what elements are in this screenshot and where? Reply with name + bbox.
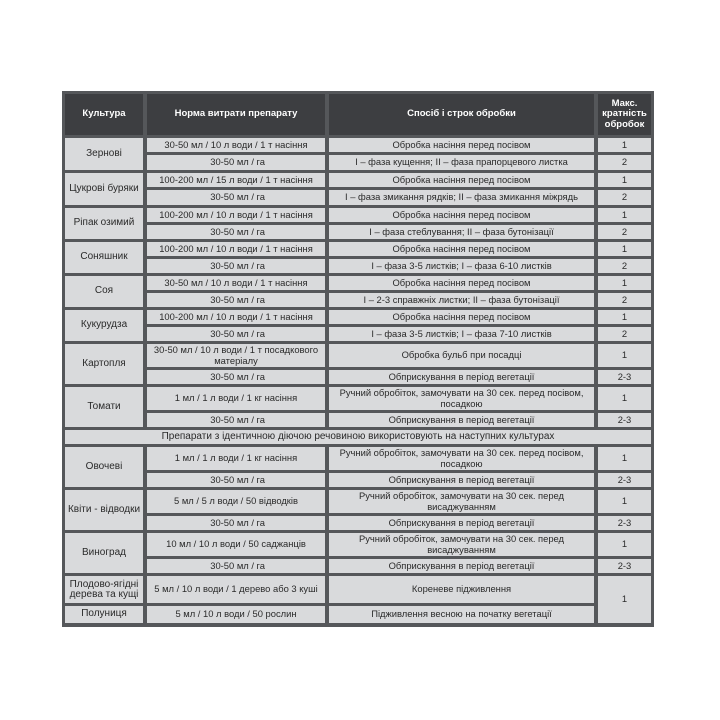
rate-cell: 30-50 мл / га	[147, 413, 325, 427]
rate-cell: 1 мл / 1 л води / 1 кг насіння	[147, 447, 325, 470]
method-cell: Обприскування в період вегетації	[329, 559, 594, 573]
rate-cell: 30-50 мл / га	[147, 559, 325, 573]
max-cell: 1	[598, 490, 651, 513]
max-cell: 2	[598, 225, 651, 239]
method-cell: Обприскування в період вегетації	[329, 413, 594, 427]
crop-cell: Кукурудза	[65, 310, 143, 341]
max-cell: 1	[598, 387, 651, 410]
method-cell: Обприскування в період вегетації	[329, 473, 594, 487]
method-cell: Підживлення весною на початку вегетації	[329, 606, 594, 623]
method-cell: Обробка насіння перед посівом	[329, 242, 594, 256]
max-cell: 2	[598, 259, 651, 273]
method-cell: Обробка бульб при посадці	[329, 344, 594, 367]
max-cell: 1	[598, 208, 651, 222]
max-cell: 2-3	[598, 413, 651, 427]
method-cell: I – фаза кущення; II – фаза прапорцевого листка	[329, 155, 594, 170]
rate-cell: 10 мл / 10 л води / 50 саджанців	[147, 533, 325, 556]
method-cell: I – фаза 3-5 листків; I – фаза 6-10 листків	[329, 259, 594, 273]
method-cell: Кореневе підживлення	[329, 576, 594, 603]
rate-cell: 30-50 мл / 10 л води / 1 т насіння	[147, 276, 325, 290]
method-cell: Ручний обробіток, замочувати на 30 сек. перед висаджуванням	[329, 533, 594, 556]
method-cell: I – фаза стеблування; II – фаза бутонізації	[329, 225, 594, 239]
method-cell: Ручний обробіток, замочувати на 30 сек. перед посівом, посадкою	[329, 387, 594, 410]
max-cell: 1	[598, 242, 651, 256]
crop-cell: Виноград	[65, 533, 143, 573]
max-cell: 2-3	[598, 473, 651, 487]
max-cell: 2-3	[598, 516, 651, 530]
crop-cell: Зернові	[65, 138, 143, 170]
max-cell: 2	[598, 327, 651, 341]
crop-cell: Полуниця	[65, 606, 143, 623]
method-cell: Обприскування в період вегетації	[329, 516, 594, 530]
method-cell: Обробка насіння перед посівом	[329, 173, 594, 187]
rate-cell: 30-50 мл / га	[147, 190, 325, 205]
crop-cell: Соняшник	[65, 242, 143, 273]
rate-cell: 30-50 мл / га	[147, 259, 325, 273]
max-cell: 1	[598, 138, 651, 152]
max-cell: 1	[598, 447, 651, 470]
rate-cell: 100-200 мл / 10 л води / 1 т насіння	[147, 310, 325, 324]
max-cell: 1	[598, 173, 651, 187]
crop-cell: Квіти - відводки	[65, 490, 143, 530]
method-cell: Обробка насіння перед посівом	[329, 310, 594, 324]
note-row: Препарати з ідентичною діючою речовиною використовують на наступних культурах	[65, 430, 651, 444]
rate-cell: 100-200 мл / 15 л води / 1 т насіння	[147, 173, 325, 187]
crop-cell: Плодово-ягідні дерева та кущі	[65, 576, 143, 603]
rate-cell: 5 мл / 10 л води / 1 дерево або 3 куші	[147, 576, 325, 603]
max-cell: 2-3	[598, 370, 651, 384]
rate-cell: 30-50 мл / га	[147, 155, 325, 170]
rate-cell: 5 мл / 10 л води / 50 рослин	[147, 606, 325, 623]
rate-cell: 100-200 мл / 10 л води / 1 т насіння	[147, 208, 325, 222]
rate-cell: 30-50 мл / га	[147, 370, 325, 384]
dosage-table	[62, 91, 654, 627]
rate-cell: 30-50 мл / га	[147, 473, 325, 487]
crop-cell: Овочеві	[65, 447, 143, 487]
rate-cell: 30-50 мл / 10 л води / 1 т насіння	[147, 138, 325, 152]
method-cell: I – фаза 3-5 листків; I – фаза 7-10 листків	[329, 327, 594, 341]
method-cell: Обприскування в період вегетації	[329, 370, 594, 384]
header-crop: Культура	[65, 94, 143, 135]
crop-cell: Ріпак озимий	[65, 208, 143, 239]
crop-cell: Цукрові буряки	[65, 173, 143, 205]
max-cell: 1	[598, 276, 651, 290]
max-cell: 2	[598, 190, 651, 205]
method-cell: Обробка насіння перед посівом	[329, 276, 594, 290]
max-cell: 1	[598, 533, 651, 556]
method-cell: Обробка насіння перед посівом	[329, 208, 594, 222]
max-cell: 2-3	[598, 559, 651, 573]
method-cell: Ручний обробіток, замочувати на 30 сек. перед висаджуванням	[329, 490, 594, 513]
rate-cell: 30-50 мл / га	[147, 225, 325, 239]
rate-cell: 30-50 мл / га	[147, 293, 325, 307]
header-rate: Норма витрати препарату	[147, 94, 325, 135]
rate-cell: 30-50 мл / га	[147, 327, 325, 341]
header-method: Спосіб і строк обробки	[329, 94, 594, 135]
max-cell: 1	[598, 310, 651, 324]
max-cell: 1	[598, 576, 651, 623]
crop-cell: Томати	[65, 387, 143, 427]
crop-cell: Картопля	[65, 344, 143, 384]
method-cell: Ручний обробіток, замочувати на 30 сек. перед посівом, посадкою	[329, 447, 594, 470]
rate-cell: 100-200 мл / 10 л води / 1 т насіння	[147, 242, 325, 256]
header-max: Макс. кратність обробок	[598, 94, 651, 135]
method-cell: I – фаза змикання рядків; II – фаза змикання міжрядь	[329, 190, 594, 205]
rate-cell: 30-50 мл / 10 л води / 1 т посадкового матеріалу	[147, 344, 325, 367]
rate-cell: 30-50 мл / га	[147, 516, 325, 530]
max-cell: 1	[598, 344, 651, 367]
crop-cell: Соя	[65, 276, 143, 307]
method-cell: Обробка насіння перед посівом	[329, 138, 594, 152]
method-cell: I – 2-3 справжніх листки; II – фаза бутонізації	[329, 293, 594, 307]
rate-cell: 1 мл / 1 л води / 1 кг насіння	[147, 387, 325, 410]
rate-cell: 5 мл / 5 л води / 50 відводків	[147, 490, 325, 513]
max-cell: 2	[598, 155, 651, 170]
max-cell: 2	[598, 293, 651, 307]
